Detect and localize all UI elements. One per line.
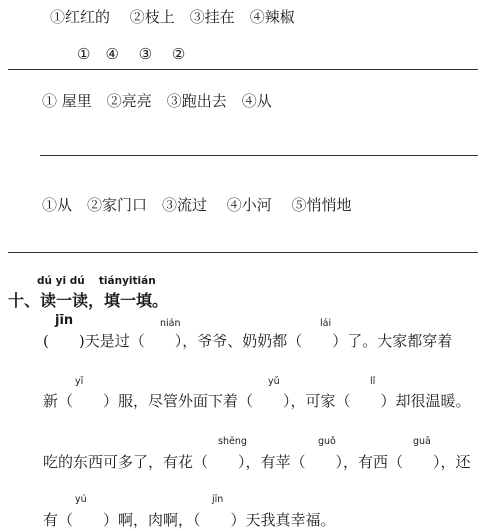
passage-line-1: ( )天是过（ ），爷爷、奶奶都（ ）了。大家都穿着 (43, 332, 453, 350)
pinyin-yu: yú (75, 494, 87, 505)
pinyin-nian: nián (160, 318, 181, 329)
pinyin-jin: jīn (212, 494, 224, 505)
pinyin-sheng: shēng (218, 436, 247, 447)
pinyin-li: lǐ (370, 376, 376, 387)
pinyin-lai: lái (320, 318, 332, 329)
q3-options: ①从 ②家门口 ③流过 ④小河 ⑤悄悄地 (42, 196, 352, 214)
pinyin-guo: guǒ (318, 436, 336, 447)
pinyin-jin: jīn (55, 313, 74, 328)
section-title-pinyin: dú yi dú tiányitián (37, 275, 156, 287)
pinyin-yi: yī (75, 376, 84, 387)
section-title: 十、读一读，填一填。 (8, 291, 169, 310)
q1-answer: ① ④ ③ ② (77, 45, 186, 63)
pinyin-gua: guā (413, 436, 431, 447)
passage-line-3: 吃的东西可多了，有花（ ），有苹（ ），有西（ ），还 (43, 453, 471, 471)
q2-options: ① 屋里 ②亮亮 ③跑出去 ④从 (42, 92, 272, 110)
pinyin-yu: yǔ (268, 376, 280, 387)
divider-line (8, 69, 478, 70)
passage-line-2: 新（ ）服，尽管外面下着（ ），可家（ ）却很温暖。 (43, 392, 471, 410)
passage-line-4: 有（ ）啊，肉啊，（ ）天我真幸福。 (43, 511, 336, 529)
divider-line (8, 252, 478, 253)
q1-options: ①红红的 ②枝上 ③挂在 ④辣椒 (50, 8, 295, 26)
answer-line (40, 155, 478, 156)
